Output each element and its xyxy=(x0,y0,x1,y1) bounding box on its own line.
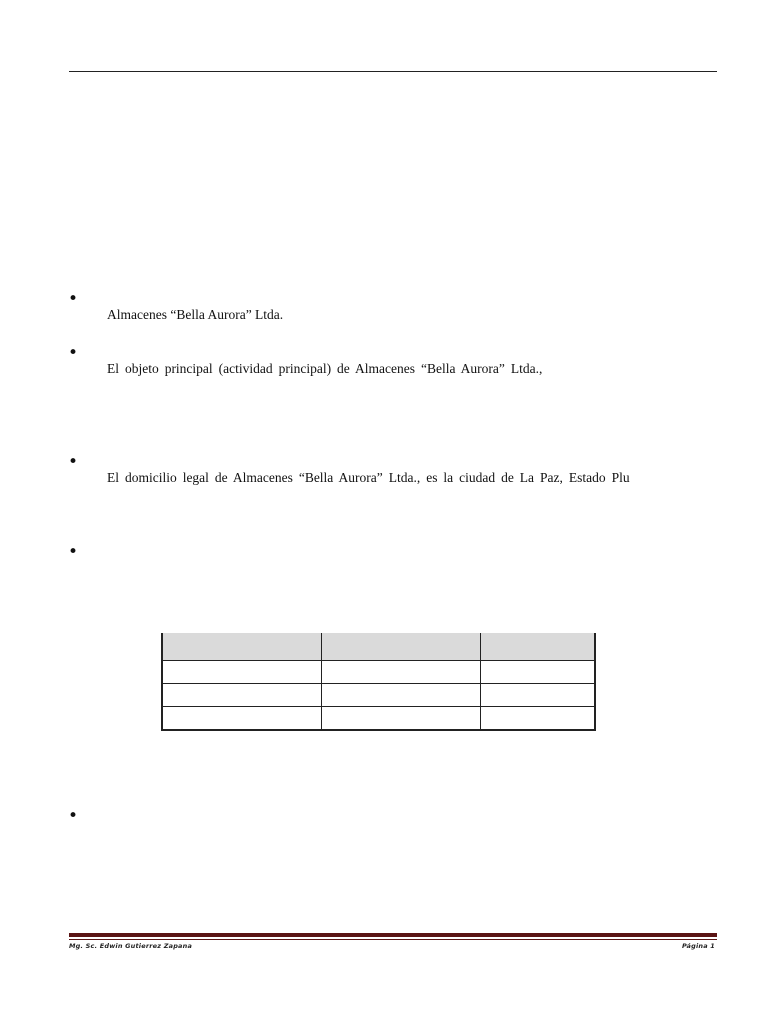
table-cell xyxy=(162,684,322,707)
table-row xyxy=(162,661,595,684)
bullet-3: • xyxy=(68,452,79,472)
paragraph-1: Almacenes “Bella Aurora” Ltda. xyxy=(107,307,284,322)
table-cell xyxy=(162,661,322,684)
bullet-4: • xyxy=(68,542,79,562)
header-rule xyxy=(69,71,717,72)
footer-rule xyxy=(69,933,717,937)
table-header-cell xyxy=(322,633,481,661)
table-cell xyxy=(481,707,596,731)
table-header-cell xyxy=(481,633,596,661)
bullet-2: • xyxy=(68,343,79,363)
bullet-1: • xyxy=(68,289,79,309)
data-table xyxy=(161,633,596,731)
table-row xyxy=(162,684,595,707)
table-cell xyxy=(481,661,596,684)
footer-rule-thin xyxy=(69,939,717,940)
table-cell xyxy=(481,684,596,707)
footer-author: Mg. Sc. Edwin Gutierrez Zapana xyxy=(69,942,193,950)
paragraph-3: El domicilio legal de Almacenes “Bella Aurora” Ltda., es la ciudad de La Paz, Estado Plu xyxy=(107,470,630,485)
table-cell xyxy=(322,707,481,731)
footer-page-number: Página 1 xyxy=(681,942,715,950)
table-cell xyxy=(322,661,481,684)
paragraph-2: El objeto principal (actividad principal) de Almacenes “Bella Aurora” Ltda., xyxy=(107,361,543,376)
table-cell xyxy=(162,707,322,731)
bullet-5: • xyxy=(68,806,79,826)
table-cell xyxy=(322,684,481,707)
table-header-cell xyxy=(162,633,322,661)
table-row xyxy=(162,707,595,731)
table-header-row xyxy=(162,633,595,661)
